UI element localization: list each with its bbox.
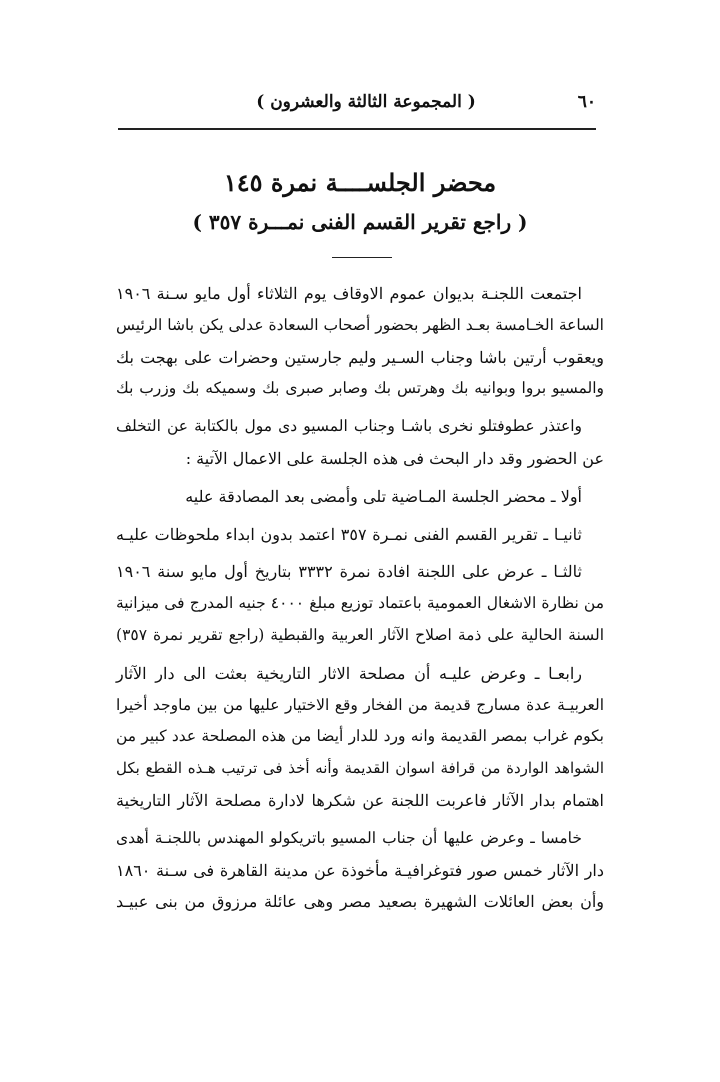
header-rule [118,128,596,130]
minutes-title: محضر الجلســــة نمرة ١٤٥ [223,168,497,197]
text-line: من نظارة الاشغال العمومية باعتماد توزيع مبلغ ٤٠٠٠ جنيه المدرج فى ميزانية [116,594,604,613]
paragraph-apologies [116,411,604,475]
title-rule [332,257,392,258]
text-line: ويعقوب أرتين باشا وجناب السـير وليم جارستين وحضرات على بهجت بك [116,347,604,367]
paragraph-attendance [116,278,604,405]
text-line: اجتمعت اللجنـة بديوان عموم الاوقاف يوم الثلاثاء أول مايو سـنة ١٩٠٦ [116,284,582,303]
text-line: رابعـا ـ وعرض عليـه أن مصلحة الاثار التاريخية بعثت الى دار الآثار [116,663,582,683]
text-line: أولا ـ محضر الجلسة المـاضية تلى وأمضى بعد المصادقة عليه [185,486,582,506]
text-line: الساعة الخـامسة بعـد الظهر بحضور أصحاب السعادة عدلى يكن باشا الرئيس [116,315,604,334]
text-line: عن الحضور وقد دار البحث فى هذه الجلسة على الاعمال الآتية : [185,448,604,468]
text-line: واعتذر عطوفتلو نخرى باشـا وجناب المسيو دى مول بالكتابة عن التخلف [116,417,582,436]
text-line: الشواهد الواردة من قرافة اسوان القديمة وأنه أخذ فى ترتيب هـذه القطع بكل [116,759,604,778]
running-head [118,86,596,126]
text-line: السنة الحالية على ذمة اصلاح الآثار العربية والقبطية (راجع تقرير نمرة ٣٥٧) [116,625,604,644]
paragraph-item-second [116,519,604,551]
text-line: دار الآثار خمس صور فتوغرافيـة مأخوذة عن مدينة القاهرة فى سـنة ١٨٦٠ [116,860,604,880]
minutes-subtitle: ( راجع تقرير القسم الفنى نمـــرة ٣٥٧ ) [192,210,528,234]
text-line: ثانيـا ـ تقرير القسم الفنى نمـرة ٣٥٧ اعتمد بدون ابداء ملحوظات عليـه [116,524,583,544]
paragraph-item-fourth [116,658,604,817]
text-line: العربيـة عدة مسارج قديمة من الفخار وقع الاختيار عليها من بين ماوجد أخيرا [116,695,604,714]
text-line: بكوم غراب بمصر القديمة وانه ورد للدار أيضا من هذه المصلحة عدد كبير من [116,727,604,746]
paragraph-item-first [116,481,604,513]
paragraph-item-fifth [116,823,604,918]
text-line: وأن بعض العائلات الشهيرة بصعيد مصر وهى عائلة مرزوق من بنى عبيـد [116,892,604,912]
page-number: ٦٠ [577,92,596,112]
paragraph-item-third [116,556,604,651]
running-title: ( المجموعة الثالثة والعشرون ) [256,92,476,112]
text-line: ثالثـا ـ عرض على اللجنة افادة نمرة ٣٣٣٢ بتاريخ أول مايو سنة ١٩٠٦ [116,562,582,582]
text-line: خامسا ـ وعرض عليها أن جناب المسيو باتريكولو المهندس باللجنـة أهدى [116,828,582,847]
body-text [116,278,604,918]
text-line: والمسيو بروا وبوانيه بك وهرتس بك وصابر صبرى بك وسميكه بك وزرب بك [116,379,604,398]
text-line: اهتمام بدار الآثار فاعربت اللجنة عن شكرها لادارة مصلحة الآثار التاريخية [116,790,604,810]
